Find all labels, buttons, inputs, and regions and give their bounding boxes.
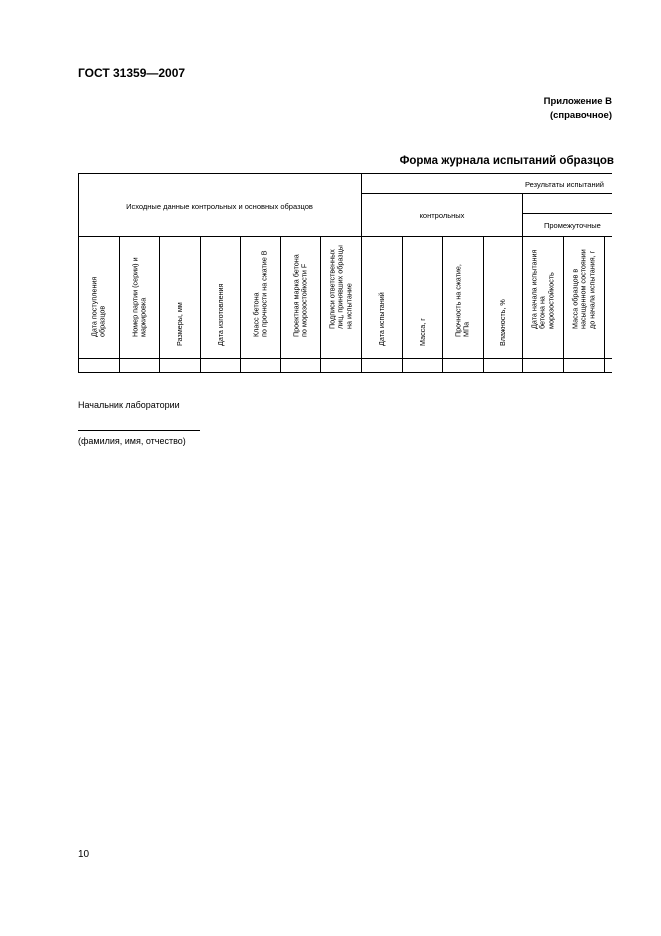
table-rule (604, 236, 605, 373)
column-header-text: Подписи ответственных лиц, принявших образцы на испытание (327, 244, 354, 329)
column-header-compressive-strength (443, 237, 483, 358)
journal-table (78, 173, 612, 373)
column-header-saturated-mass (564, 237, 604, 358)
appendix-type: (справочное) (549, 110, 612, 121)
table-rule (361, 193, 612, 194)
column-header-test-date (362, 237, 402, 358)
table-border-top (78, 173, 612, 174)
page-number: 10 (78, 849, 90, 860)
column-header-manufacture-date (201, 237, 240, 358)
signature-line (78, 430, 200, 431)
table-rule (522, 213, 612, 214)
form-title: Форма журнала испытаний образцов (399, 155, 614, 167)
column-header-frost-grade (281, 237, 320, 358)
column-header-text: Дата изготовления (215, 283, 225, 346)
group-header-intermediate: Промежуточные (544, 221, 601, 230)
appendix-heading (544, 95, 612, 123)
signature-label: Начальник лаборатории (78, 400, 180, 410)
group-header-initial-data: Исходные данные контрольных и основных образцов (126, 202, 313, 211)
column-header-text: Дата поступления образцов (89, 276, 107, 338)
column-header-text: Номер партии (серии) и маркировка (130, 257, 148, 338)
appendix-title: Приложение В (543, 96, 612, 107)
column-header-text: Класс бетона по прочности на сжатие В (251, 250, 269, 338)
column-header-text: Дата начала испытания бетона на морозостойкость (529, 249, 556, 329)
signature-caption: (фамилия, имя, отчество) (78, 436, 186, 446)
column-header-text: Дата испытаний (377, 291, 386, 346)
column-header-moisture (484, 237, 522, 358)
group-header-results: Результаты испытаний (524, 180, 604, 189)
group-header-control: контрольных (419, 211, 465, 220)
column-header-frost-test-start-date (523, 237, 563, 358)
column-header-text: Размеры, мм (175, 301, 184, 346)
column-header-dimensions (160, 237, 200, 358)
column-header-batch-number (120, 237, 159, 358)
column-header-text: Влажность, % (498, 298, 507, 346)
column-header-mass (403, 237, 442, 358)
column-header-text: Масса образцов в насыщенном состоянии до начала испытания, г (570, 248, 597, 329)
column-header-text: Проектная марка бетона по морозостойкости F (291, 254, 309, 338)
column-header-text: Прочность на сжатие, МПа (453, 264, 471, 338)
document-code: ГОСТ 31359—2007 (78, 66, 186, 80)
column-header-strength-class (241, 237, 280, 358)
column-header-receipt-date (79, 237, 119, 358)
column-header-signatures (321, 237, 361, 358)
column-header-text: Масса, г (417, 317, 427, 346)
